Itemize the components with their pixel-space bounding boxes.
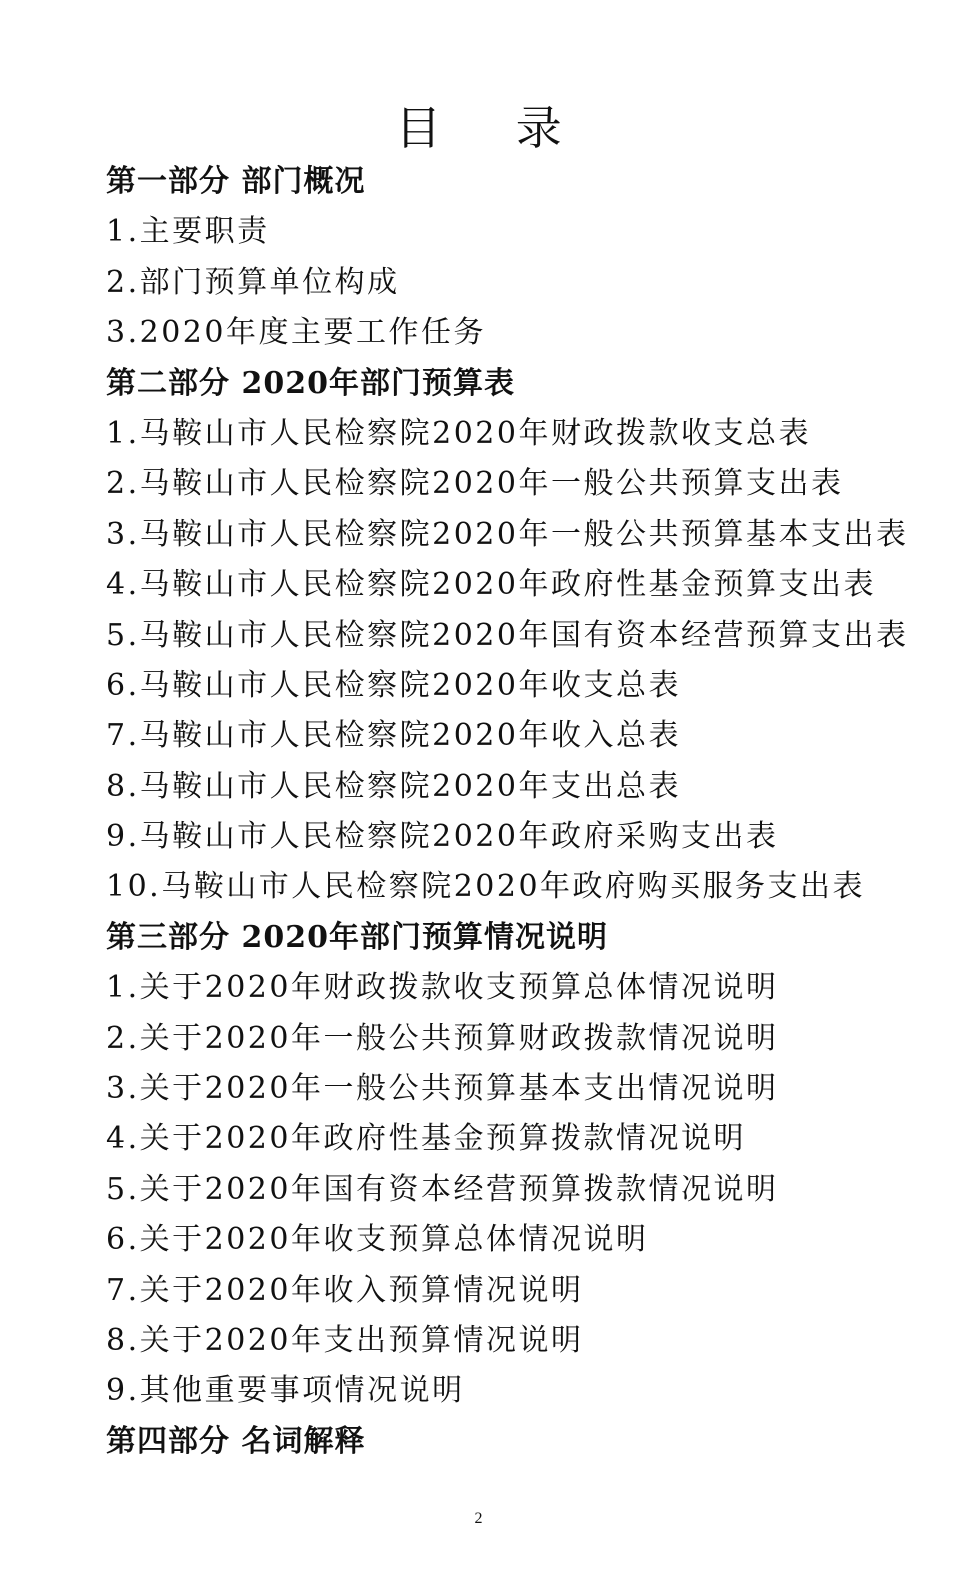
toc-item: 4.关于2020年政府性基金预算拨款情况说明 bbox=[106, 1121, 746, 1157]
table-of-contents bbox=[106, 157, 936, 1467]
toc-item: 9.其他重要事项情况说明 bbox=[106, 1373, 465, 1409]
toc-item: 3.关于2020年一般公共预算基本支出情况说明 bbox=[106, 1071, 779, 1107]
toc-item: 5.关于2020年国有资本经营预算拨款情况说明 bbox=[106, 1171, 779, 1207]
toc-item: 3.2020年度主要工作任务 bbox=[106, 315, 486, 351]
toc-item: 1.关于2020年财政拨款收支预算总体情况说明 bbox=[106, 970, 779, 1006]
page-number: 2 bbox=[474, 1510, 483, 1527]
toc-item: 2.关于2020年一般公共预算财政拨款情况说明 bbox=[106, 1020, 779, 1056]
toc-item: 7.马鞍山市人民检察院2020年收入总表 bbox=[106, 718, 681, 754]
toc-item: 4.马鞍山市人民检察院2020年政府性基金预算支出表 bbox=[106, 567, 876, 603]
toc-item: 8.马鞍山市人民检察院2020年支出总表 bbox=[106, 768, 681, 804]
toc-item: 2.马鞍山市人民检察院2020年一般公共预算支出表 bbox=[106, 466, 844, 502]
toc-item: 7.关于2020年收入预算情况说明 bbox=[106, 1272, 584, 1308]
toc-part-heading: 第四部分 名词解释 bbox=[106, 1423, 366, 1459]
toc-item: 1.马鞍山市人民检察院2020年财政拨款收支总表 bbox=[106, 415, 811, 451]
toc-part-heading: 第二部分 2020年部门预算表 bbox=[106, 365, 515, 401]
toc-part-heading: 第一部分 部门概况 bbox=[106, 164, 366, 199]
toc-item: 5.马鞍山市人民检察院2020年国有资本经营预算支出表 bbox=[106, 617, 909, 653]
toc-part-heading: 第三部分 2020年部门预算情况说明 bbox=[106, 919, 608, 955]
toc-item: 1.主要职责 bbox=[106, 214, 270, 250]
toc-item: 8.关于2020年支出预算情况说明 bbox=[106, 1322, 584, 1358]
toc-item: 6.马鞍山市人民检察院2020年收支总表 bbox=[106, 667, 681, 703]
toc-item: 6.关于2020年收支预算总体情况说明 bbox=[106, 1222, 649, 1258]
toc-item: 2.部门预算单位构成 bbox=[106, 264, 400, 300]
page-title: 目 录 bbox=[395, 101, 592, 155]
toc-item: 3.马鞍山市人民检察院2020年一般公共预算基本支出表 bbox=[106, 516, 909, 552]
toc-item: 10.马鞍山市人民检察院2020年政府购买服务支出表 bbox=[106, 869, 866, 905]
toc-item: 9.马鞍山市人民检察院2020年政府采购支出表 bbox=[106, 819, 779, 855]
